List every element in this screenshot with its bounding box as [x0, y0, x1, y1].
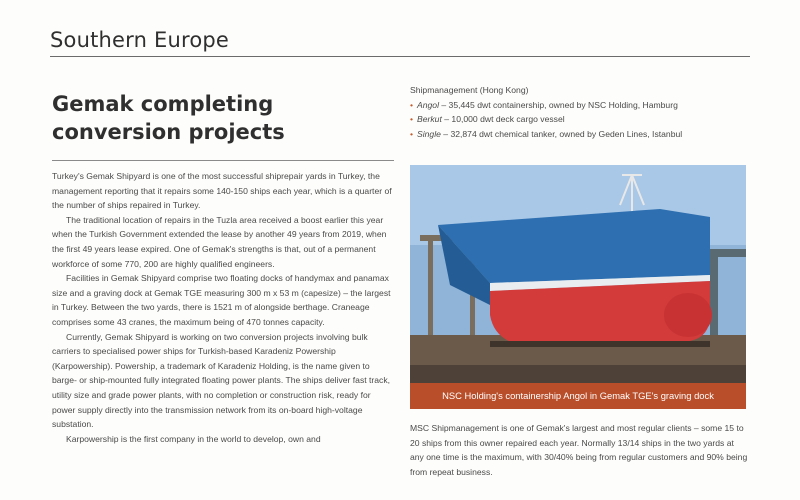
bullet-icon: • [410, 99, 414, 110]
list-item [410, 112, 750, 127]
right-body-text: MSC Shipmanagement is one of Gemak's largest and most regular clients – some 15 to 20 ships from this owner repaired each year. Normally 13/14 ships in the two yards at any one time is the maximum, with 30/40% being from regular customers and 90% being from repeat business. [410, 423, 748, 477]
article-column [52, 90, 394, 446]
ship-detail: – 10,000 dwt deck cargo vessel [441, 114, 565, 125]
list-item [410, 98, 750, 113]
article-paragraph: Currently, Gemak Shipyard is working on two conversion projects involving bulk carriers to specialised power ships for Turkish-based Karadeniz Powership (Karpowership). Powership, a trademark of Karadeniz Holding, is the name given to barge- or ship-mounted fully integrated floating power plants. The ships deliver fast track, utility size and grade power plants, with no completion or construction risk, ready for power supply directly into the transmission network from its on-board high-voltage substation. [52, 331, 391, 430]
ship-name: Berkut [417, 114, 442, 125]
section-header [50, 28, 750, 57]
article-paragraph: Facilities in Gemak Shipyard comprise two floating docks of handymax and panamax size and a graving dock at Gemak TGE measuring 300 m x 53 m (capesize) – the largest in Turkey. Between the two yards, there is 1521 m of alongside berthage. Craneage comprises some 43 cranes, the maximum being of 470 tonnes capacity. [52, 273, 391, 327]
article-paragraph: Turkey's Gemak Shipyard is one of the most successful shiprepair yards in Turkey, the management reporting that it repairs some 140-150 ships each year, which is a quarter of the number of ships repaired in Turkey. [52, 171, 392, 211]
bullet-icon: • [410, 128, 414, 139]
headline-line-2: conversion projects [52, 120, 285, 144]
article-paragraph: The traditional location of repairs in the Tuzla area received a boost earlier this year when the Turkish Government extended the lease by another 49 years from 2019, when the first 49 years lease expired. One of Gemak's strengths is that, out of a permanent workforce of some 770, 200 are highly qualified engineers. [52, 214, 387, 269]
section-title: Southern Europe [50, 28, 230, 52]
bullet-icon: • [410, 114, 414, 125]
headline-line-1: Gemak completing [52, 92, 274, 116]
article-paragraph: Karpowership is the first company in the world to develop, own and [66, 433, 321, 444]
ship-in-drydock-image [410, 165, 746, 409]
ship-detail: – 35,445 dwt containership, owned by NSC Holding, Hamburg [439, 99, 678, 110]
ship-photo [410, 165, 746, 409]
fleet-column [410, 83, 750, 141]
fleet-owner: Shipmanagement (Hong Kong) [410, 85, 529, 95]
ship-detail: – 32,874 dwt chemical tanker, owned by Geden Lines, Istanbul [440, 128, 683, 139]
article-headline [52, 90, 394, 146]
headline-divider [52, 160, 394, 161]
fleet-list [410, 98, 750, 142]
article-body [52, 169, 394, 446]
ship-name: Angol [417, 99, 439, 110]
photo-caption: NSC Holding's containership Angol in Gemak TGE's graving dock [410, 383, 746, 409]
list-item [410, 127, 750, 142]
ship-name: Single [417, 128, 441, 139]
